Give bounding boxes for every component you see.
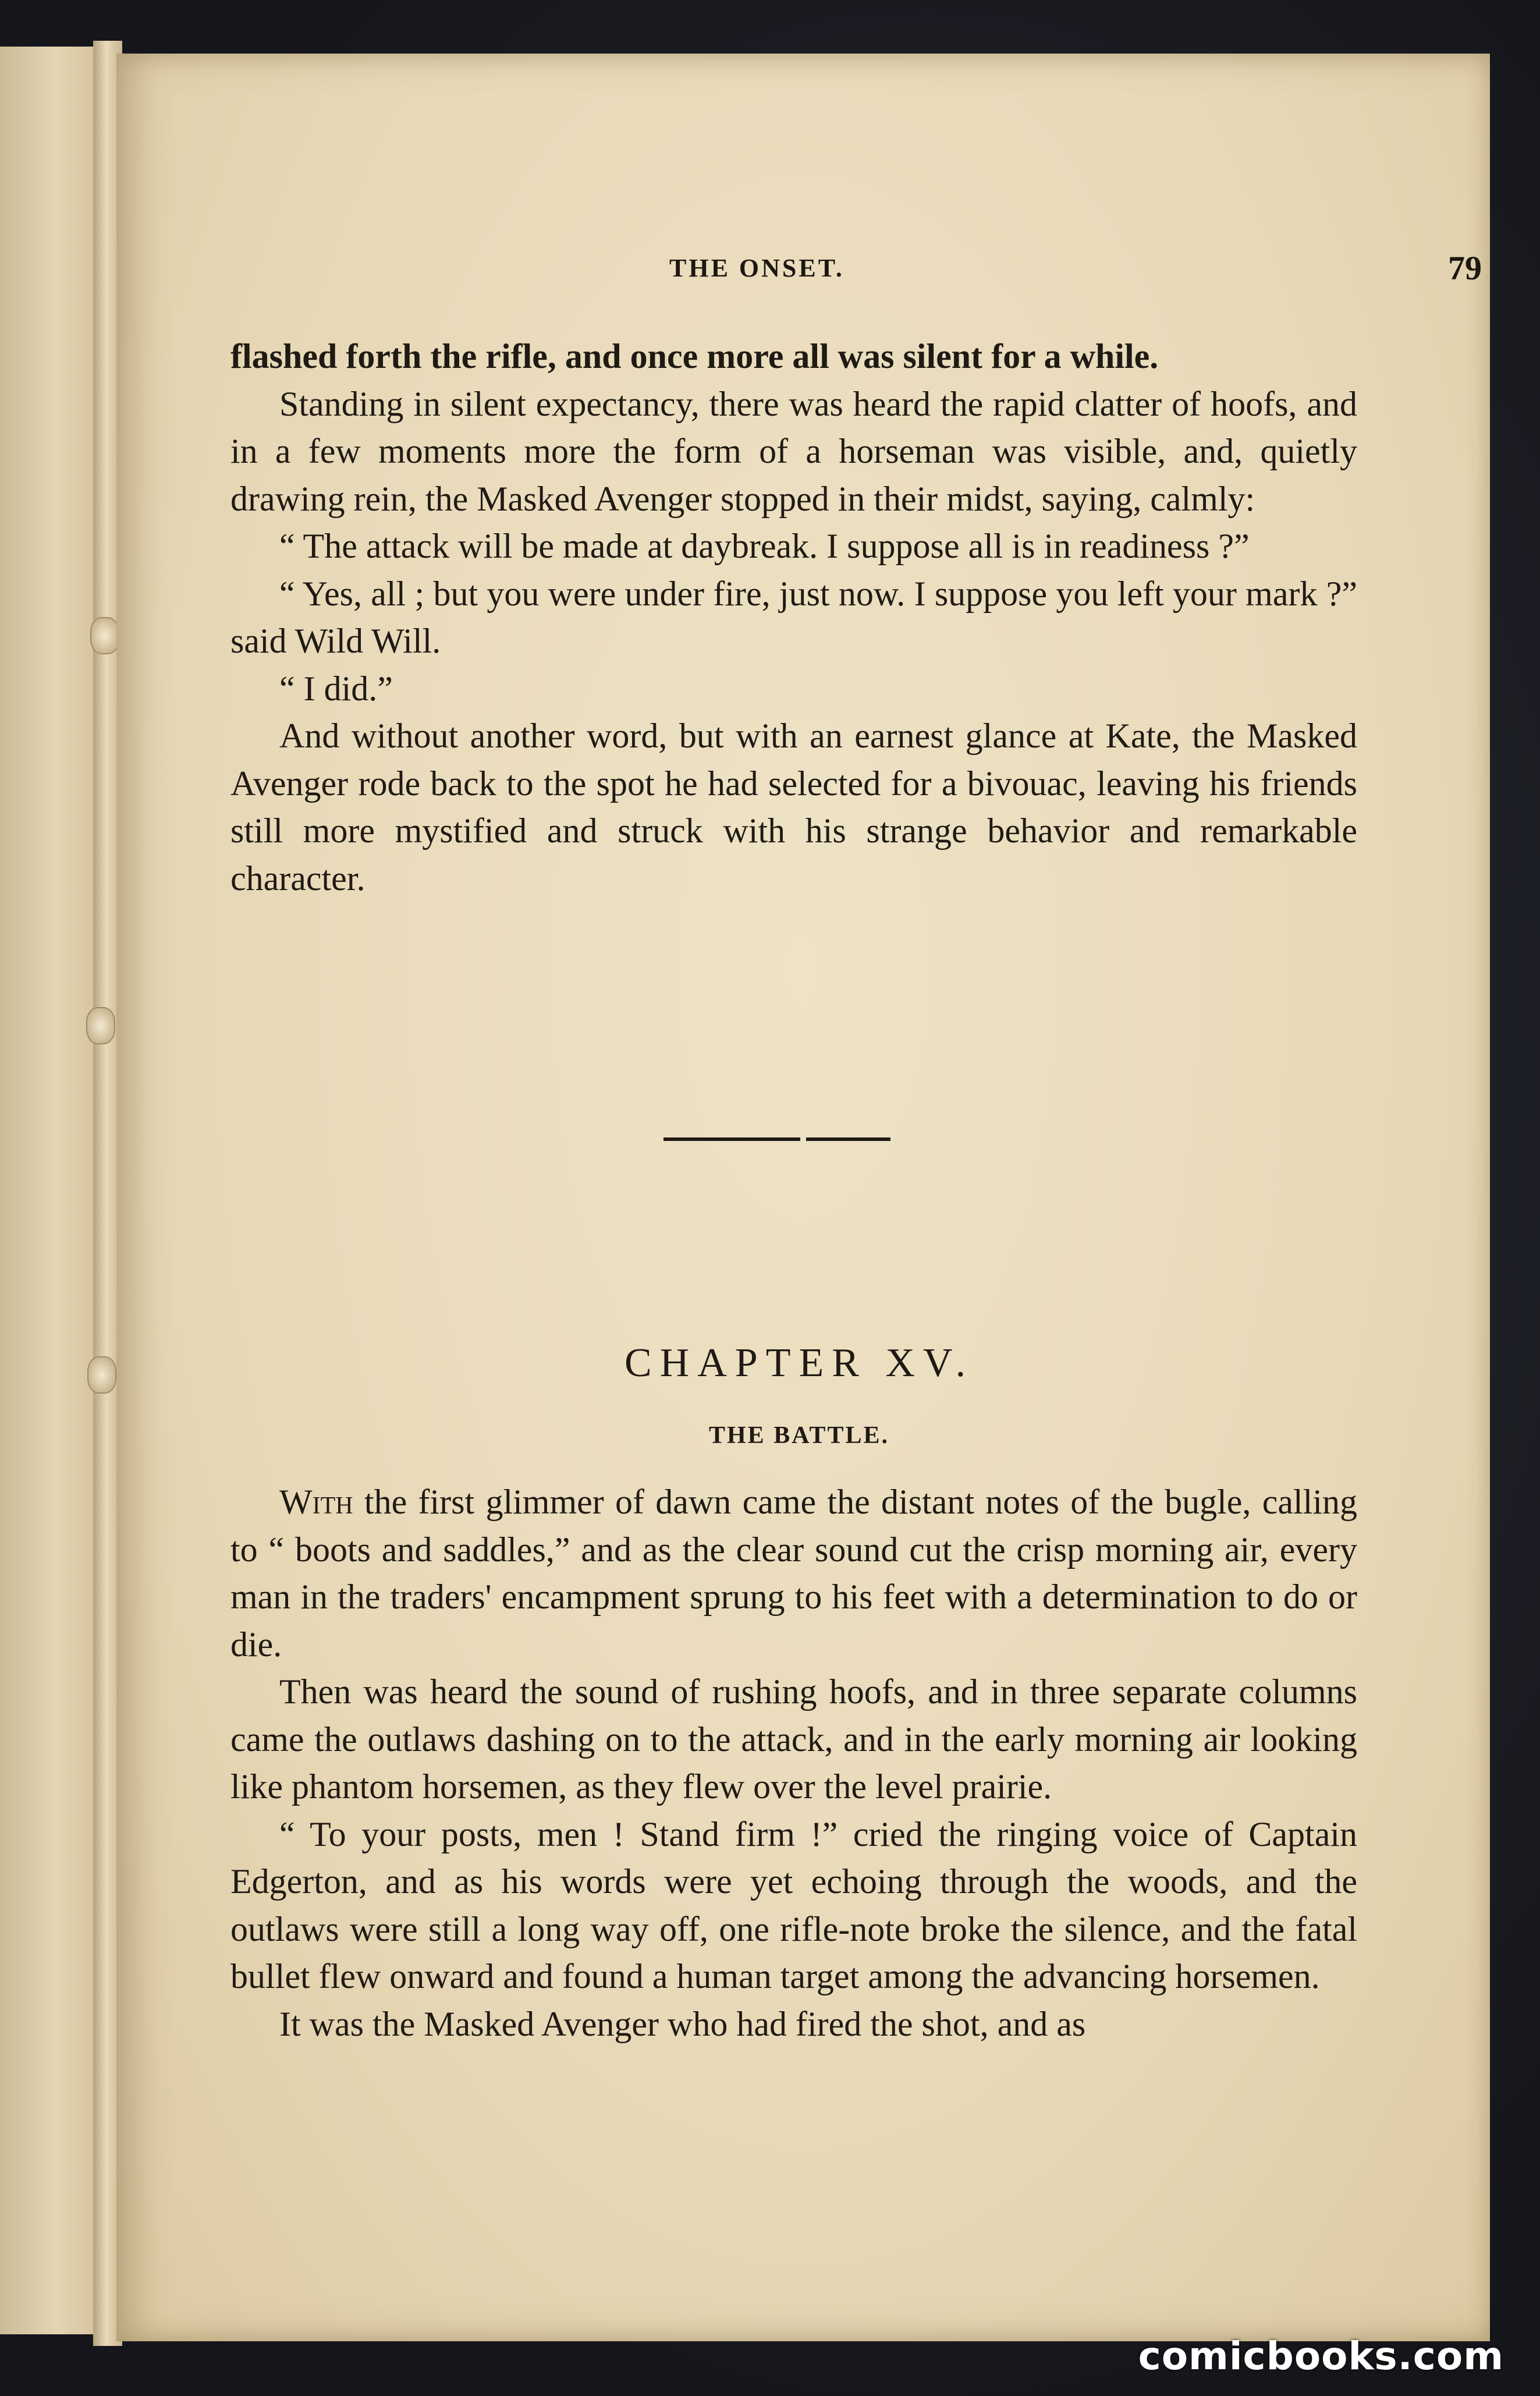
binding-stitch xyxy=(86,1007,115,1044)
section-divider xyxy=(663,1137,890,1141)
paragraph-text: the first glimmer of dawn came the distant notes of the bugle, calling to “ boots and saddles,” and as the clear sound cut the crisp morning air, every man in the traders' encampment sprung to his feet with a determination to do or die. xyxy=(230,1483,1357,1664)
book-page xyxy=(116,54,1490,2341)
chapter-title: CHAPTER XV. xyxy=(624,1341,974,1385)
running-head: THE ONSET. xyxy=(669,254,844,282)
previous-page-edge xyxy=(0,47,104,2334)
page-header xyxy=(116,249,1482,287)
page-number: 79 xyxy=(1448,249,1482,287)
paragraph: “ To your posts, men ! Stand firm !” cried the ringing voice of Captain Edgerton, and as his words were yet echoing through the woods, and the outlaws were still a long way off, one rifle-note broke the silence, and the fatal bullet flew onward and found a human target among the advancing horsemen. xyxy=(230,1814,1357,1996)
drop-lead-word: With xyxy=(279,1483,353,1521)
binding-stitch xyxy=(90,617,119,654)
paragraph: Standing in silent expectancy, there was heard the rapid clatter of hoofs, and in a few moments more the form of a horseman was visible, and, quietly drawing rein, the Masked Avenger stopped in their midst, saying, calmly: xyxy=(230,384,1357,518)
chapter-subtitle: THE BATTLE. xyxy=(709,1422,889,1449)
paragraph: “ Yes, all ; but you were under fire, just now. I suppose you left your mark ?” said Wild Will. xyxy=(230,574,1357,660)
text-block-top xyxy=(230,333,1357,902)
paragraph: “ I did.” xyxy=(279,669,393,708)
paragraph: flashed forth the rifle, and once more all was silent for a while. xyxy=(230,337,1159,375)
paragraph: It was the Masked Avenger who had fired the shot, and as xyxy=(279,2004,1086,2043)
paragraph: Then was heard the sound of rushing hoofs, and in three separate columns came the outlaws dashing on to the attack, and in the early morning air looking like phantom horsemen, as they flew over the level prairie. xyxy=(230,1672,1357,1806)
watermark: comicbooks.com xyxy=(1138,2334,1504,2379)
text-block-bottom xyxy=(230,1479,1357,2048)
paragraph: “ The attack will be made at daybreak. I suppose all is in readiness ?” xyxy=(279,527,1250,565)
binding-stitch xyxy=(87,1356,116,1394)
paragraph: And without another word, but with an earnest glance at Kate, the Masked Avenger rode back to the spot he had selected for a bivouac, leaving his friends still more mystified and struck with his strange behavior and remarkable character. xyxy=(230,717,1357,898)
paragraph xyxy=(230,1479,1357,1668)
